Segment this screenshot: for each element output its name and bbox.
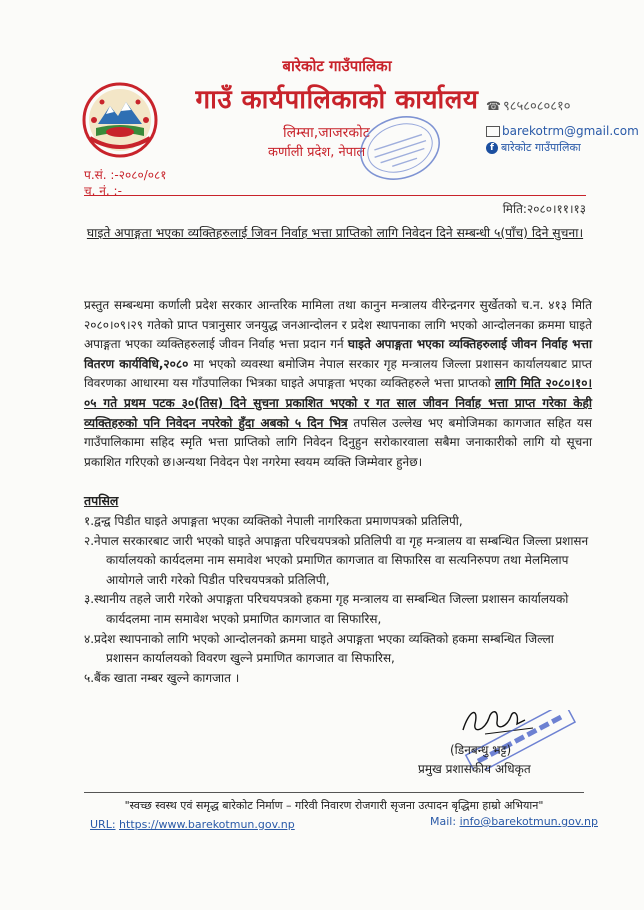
- footer-slogan: "स्वच्छ स्वस्थ एवं समृद्ध बारेकोट निर्माण – गरिवी निवारण रोजगारी सृजना उत्पादन बृद्धिमा हाम्रो अभियान": [124, 799, 544, 812]
- footer-url-link[interactable]: https://www.barekotmun.gov.np: [119, 818, 295, 831]
- footer-mail-label: Mail:: [430, 815, 457, 828]
- office-stamp-icon: [355, 108, 445, 188]
- body-text-3: तपसिल उल्लेख भए बमोजिमका कागजात सहित यस गाउँपालिकामा सहिद स्मृति भत्ता प्राप्तिको लागि निवेदन दिनुहुन सरोकारवाला सबैमा जनाकारीको लागि यो सूचना प्रकाशित गरिएको छ।अन्यथा निवेदन पेश नगरेमा स्वयम व्यक्ति जिम्मेवार हुनेछ।: [84, 415, 593, 469]
- signatory-name: (डिनबन्धु भट्ट): [450, 743, 512, 757]
- body-text-1: प्रस्तुत सम्बन्धमा कर्णाली प्रदेश सरकार आन्तरिक मामिला तथा कानुन मन्त्रालय वीरेन्द्रनगर सुर्खेतको च.न. ४१३ मिति २०८०।०९।२९ गतेको प्राप्त पत्रानुसार जनयुद्ध जनआन्दोलन र प्रदेश स्थापनाका लागि भएको आन्दोलनका क्रममा घाइते अपाङ्गता भएका व्यक्तिहरुलाई जीवन निर्वाह भत्ता प्रदान गर्न: [84, 298, 592, 352]
- signatory-title: प्रमुख प्रशासकीय अधिकृत: [418, 762, 531, 776]
- contact-phone: [486, 96, 571, 114]
- footer-mail-link[interactable]: info@barekotmun.gov.np: [459, 815, 598, 828]
- body-text-procedure: घाइते अपाङ्गता भएका व्यक्तिहरुलाई जीवन निर्वाह भत्ता वितरण कार्यविधि,२०८०: [84, 337, 592, 371]
- header-divider: [84, 195, 586, 196]
- body-text-deadline: लागि मिति २०८०।१०।०५ गते प्रथम पटक ३०(तिस) दिने सुचना प्रकाशित भएको र गत साल जीवन निर्वाह भत्ता प्राप्त गरेका केही व्यक्तिहरुको पनि निवेदन नपरेको हुँदा अबको ५ दिन भित्र: [84, 376, 592, 430]
- phone-icon: ☎: [486, 99, 501, 113]
- list-item: ५.बैंक खाता नम्बर खुल्ने कागजात ।: [84, 670, 240, 685]
- facebook-page[interactable]: बारेकोट गाउँपालिका: [501, 141, 581, 154]
- list-item: २.नेपाल सरकारबाट जारी भएको घाइते अपाङ्गता परिचयपत्रको प्रतिलिपी वा गृह मन्त्रालय वा सम्बन्धित जिल्ला प्रशासन कार्यालयको कार्यदलमा नाम समावेश भएको प्रमाणित कागजात वा सिफारिस वा सत्यनिरुपण तथा मेलमिलाप आयोगले जारी गरेको पिडीत परिचयपत्रको प्रतिलिपी,: [84, 533, 589, 587]
- contact-facebook[interactable]: [486, 140, 581, 155]
- footer-url[interactable]: [90, 818, 295, 831]
- letter-date: मिति:२०८०।११।१३: [502, 202, 586, 216]
- list-item: ४.प्रदेश स्थापनाको लागि भएको आन्दोलनको क्रममा घाइते अपाङ्गता भएका व्यक्तिको हकमा सम्बन्धित जिल्ला प्रशासन कार्यालयको विवरण खुल्ने प्रमाणित कागजात वा सिफारिस,: [84, 631, 554, 666]
- mail-icon: [486, 126, 500, 137]
- tapsil-heading: तपसिल: [84, 493, 119, 508]
- email-address[interactable]: barekotrm@gmail.com: [502, 124, 639, 138]
- footer-mail[interactable]: [430, 815, 598, 828]
- body-paragraph: [84, 296, 592, 472]
- list-item: १.द्वन्द्व पिडीत घाइते अपाङ्गता भएका व्यक्तिको नेपाली नागरिकता प्रमाणपत्रको प्रतिलिपी,: [84, 514, 463, 528]
- body-text-2: मा भएको व्यवस्था बमोजिम नेपाल सरकार गृह मन्त्रालय जिल्ला प्रशासन कार्यालयबाट प्राप्त विवरणका आधारमा यस गाँउपालिका भित्रका घाइते अपाङ्गता भएका व्यक्तिहरुले भत्ता प्राप्तको: [84, 356, 592, 391]
- phone-number: ९८५८०८०८१०: [502, 99, 571, 114]
- org-address-line1: लिम्सा,जाजरकोट: [283, 125, 370, 141]
- list-item: ३.स्थानीय तहले जारी गरेको अपाङ्गता परिचयपत्रको हकमा गृह मन्त्रालय वा सम्बन्धित जिल्ला प्रशासन कार्यालयको कार्यदलमा नाम समावेश भएको प्रमाणित कागजात वा सिफारिस,: [84, 592, 569, 626]
- org-subtitle: बारेकोट गाउँपालिका: [282, 57, 392, 75]
- org-title: गाउँ कार्यपालिकाको कार्यालय: [195, 85, 479, 115]
- tapsil-list: [84, 512, 589, 688]
- org-address-line2: कर्णाली प्रदेश, नेपाल: [268, 145, 366, 160]
- footer-url-label: URL:: [90, 818, 116, 831]
- contact-email[interactable]: [486, 124, 639, 138]
- reference-number: प.सं. :-२०८०/०८१: [84, 168, 167, 182]
- letter-subject: घाइते अपाङ्गता भएका व्यक्तिहरुलाई जिवन निर्वाह भत्ता प्राप्तिको लागि निवेदन दिने सम्बन्धी ५(पाँच) दिने सुचना।: [86, 226, 584, 240]
- dispatch-number: च. नं. :-: [84, 184, 122, 198]
- footer-divider: [84, 792, 584, 793]
- facebook-icon: f: [486, 142, 498, 154]
